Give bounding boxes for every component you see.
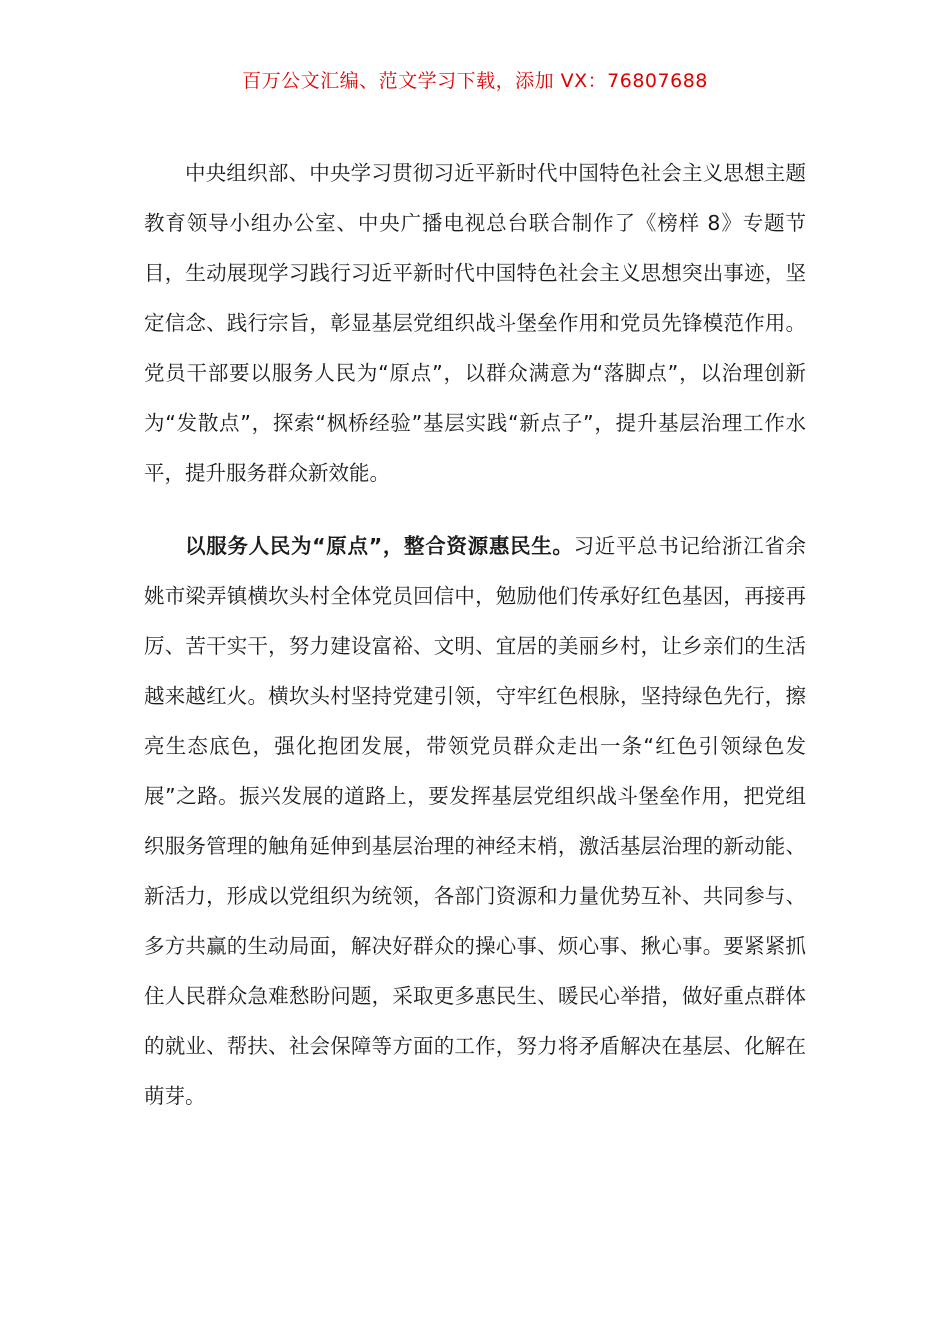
document-body	[144, 148, 806, 1121]
watermark-header: 百万公文汇编、范文学习下载，添加 VX：76807688	[242, 70, 708, 92]
paragraph-text: 中央组织部、中央学习贯彻习近平新时代中国特色社会主义思想主题教育领导小组办公室、中央广播电视总台联合制作了《榜样 8》专题节目，生动展现学习践行习近平新时代中国特色社会主义思想突出事迹，坚定信念、践行宗旨，彰显基层党组织战斗堡垒作用和党员先锋模范作用。党员干部要以服务人民为“原点”，以群众满意为“落脚点”，以治理创新为“发散点”，探索“枫桥经验”基层实践“新点子”，提升基层治理工作水平，提升服务群众新效能。	[144, 161, 806, 485]
paragraph-text: 习近平总书记给浙江省余姚市梁弄镇横坎头村全体党员回信中，勉励他们传承好红色基因，再接再厉、苦干实干，努力建设富裕、文明、宜居的美丽乡村，让乡亲们的生活越来越红火。横坎头村坚持党建引领，守牢红色根脉，坚持绿色先行，擦亮生态底色，强化抱团发展，带领党员群众走出一条“红色引领绿色发展”之路。振兴发展的道路上，要发挥基层党组织战斗堡垒作用，把党组织服务管理的触角延伸到基层治理的神经末梢，激活基层治理的新动能、新活力，形成以党组织为统领，各部门资源和力量优势互补、共同参与、多方共赢的生动局面，解决好群众的操心事、烦心事、揪心事。要紧紧抓住人民群众急难愁盼问题，采取更多惠民生、暖民心举措，做好重点群体的就业、帮扶、社会保障等方面的工作，努力将矛盾解决在基层、化解在萌芽。	[144, 534, 807, 1108]
section-heading: 以服务人民为“原点”，整合资源惠民生。	[185, 534, 574, 558]
paragraph-intro	[144, 148, 806, 498]
paragraph-section-1	[144, 521, 806, 1121]
